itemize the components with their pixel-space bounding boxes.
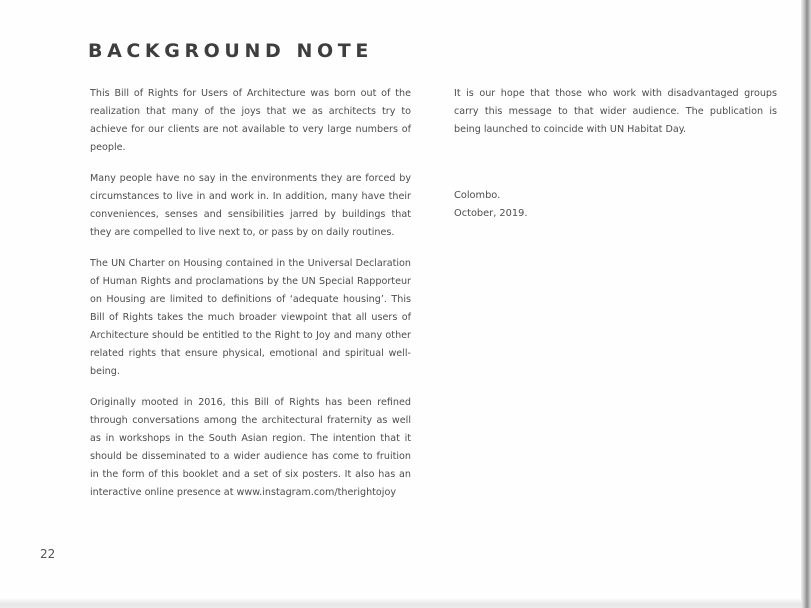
right-column <box>454 85 777 152</box>
paragraph-hope: It is our hope that those who work with disadvantaged groups carry this message to that wider audience. The publication is being launched to coincide with UN Habitat Day. <box>454 88 777 135</box>
left-column <box>90 85 411 515</box>
paragraph-un-charter: The UN Charter on Housing contained in the Universal Declaration of Human Rights and proclamations by the UN Special Rapporteur on Housing are limited to definitions of ‘adequate housing’. This Bill of Rights takes the much broader viewpoint that all users of Architecture should be entitled to the Right to Joy and many other related rights that ensure physical, emotional and spiritual well-being. <box>90 258 411 377</box>
signoff-place: Colombo. <box>454 190 501 201</box>
page-binding-shadow <box>801 0 811 608</box>
paragraph-history: Originally mooted in 2016, this Bill of Rights has been refined through conversations among the architectural fraternity as well as in workshops in the South Asian region. The intention that it should be disseminated to a wider audience has come to fruition in the form of this booklet and a set of six posters. It also has an interactive online presence at www.instagram.com/therightojoy <box>90 397 411 498</box>
signoff-date: October, 2019. <box>454 208 528 219</box>
signoff <box>454 187 527 223</box>
page-number: 22 <box>40 547 56 561</box>
page-bottom-edge-shadow <box>0 598 811 608</box>
paragraph-origin: This Bill of Rights for Users of Architecture was born out of the realization that many of the joys that we as architects try to achieve for our clients are not available to very large numbers of people. <box>90 88 411 153</box>
page-title: BACKGROUND NOTE <box>88 40 373 62</box>
paragraph-environments: Many people have no say in the environments they are forced by circumstances to live in and work in. In addition, many have their conveniences, senses and sensibilities jarred by buildings that they are compelled to live next to, or pass by on daily routines. <box>90 173 411 238</box>
